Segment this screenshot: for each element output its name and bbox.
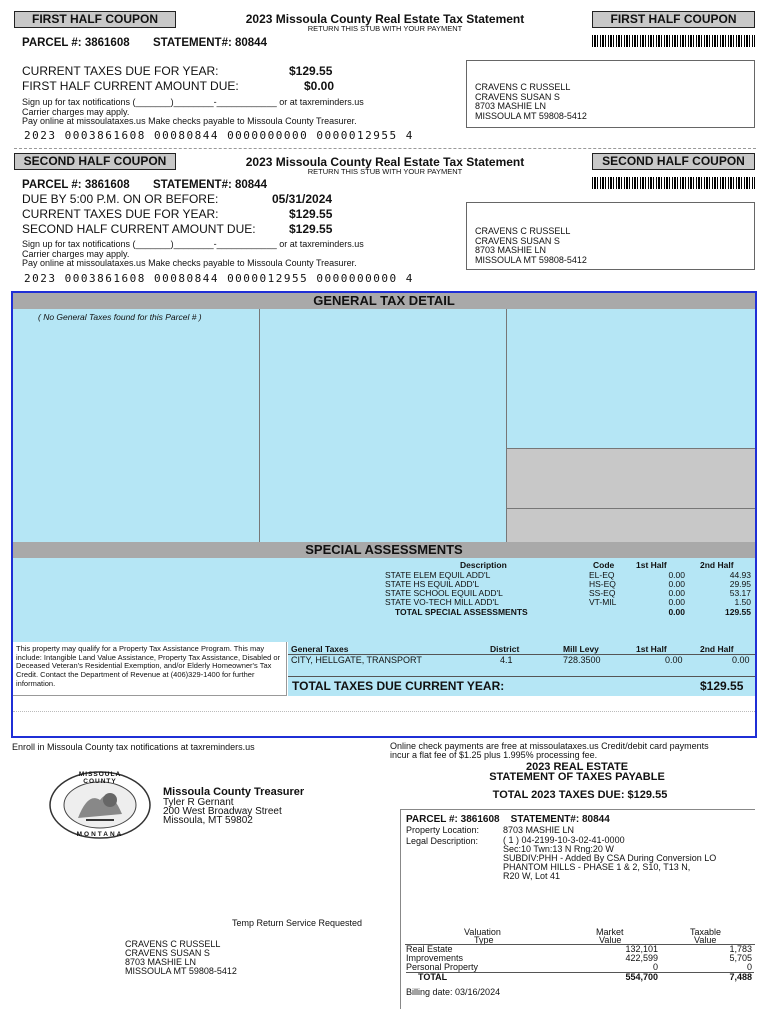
legal-description [503, 836, 716, 881]
valuation-header-1: Valuation [464, 927, 501, 937]
coupon1-title: 2023 Missoula County Real Estate Tax Statement [245, 12, 525, 26]
special-2nd: 1.50 [734, 597, 751, 607]
coupon2-due-label: DUE BY 5:00 P.M. ON OR BEFORE: [22, 192, 219, 206]
coupon1-address-box [466, 60, 755, 128]
coupon2-row2-label: SECOND HALF CURRENT AMOUNT DUE: [22, 222, 256, 236]
coupon1-row1-value: $129.55 [289, 64, 333, 78]
gentax-row-district: 4.1 [500, 655, 513, 665]
coupon1-parcel: PARCEL #: 3861608 [22, 37, 130, 49]
seal-text-bottom: MONTANA [76, 831, 124, 838]
special-desc: STATE SCHOOL EQUIL ADD'L [385, 588, 503, 598]
coupon2-due-value: 05/31/2024 [272, 192, 333, 206]
valuation-taxable: 0 [746, 962, 752, 972]
special-2nd: 44.93 [729, 570, 751, 580]
coupon2-row1-value: $129.55 [289, 207, 333, 221]
coupon1-barcode [592, 35, 755, 47]
treasurer-street: 200 West Broadway Street [163, 806, 282, 817]
legal-line: PHANTOM HILLS - PHASE 1 & 2, S10, T13 N, [503, 862, 691, 872]
total-due: TOTAL 2023 TAXES DUE: $129.55 [492, 789, 668, 801]
temp-return: Temp Return Service Requested [232, 918, 363, 928]
total-current-value: $129.55 [700, 679, 744, 693]
valuation-type: Personal Property [406, 962, 479, 972]
general-col-1 [13, 309, 260, 542]
general-none-note: ( No General Taxes found for this Parcel # ) [38, 312, 202, 322]
special-2nd: 53.17 [729, 588, 751, 598]
gentax-row-1st: 0.00 [665, 655, 683, 665]
coupon1-addr-line: MISSOULA MT 59808-5412 [475, 110, 587, 121]
legal-line: ( 1 ) 04-2199-10-3-02-41-0000 [503, 835, 625, 845]
coupon1-subtitle: RETURN THIS STUB WITH YOUR PAYMENT [307, 24, 463, 33]
valuation-market: 422,599 [625, 953, 658, 963]
gentax-header-name: General Taxes [291, 644, 349, 654]
taxable-header-1: Taxable [690, 927, 722, 937]
online-note-1: Online check payments are free at missoulataxes.us Credit/debit card payments [390, 741, 709, 751]
enroll-note: Enroll in Missoula County tax notifications at taxreminders.us [12, 742, 255, 752]
special-code: EL-EQ [589, 570, 615, 580]
special-1st: 0.00 [668, 579, 685, 589]
coupon2-subtitle: RETURN THIS STUB WITH YOUR PAYMENT [307, 167, 463, 176]
special-1st: 0.00 [668, 597, 685, 607]
coupon2-title: 2023 Missoula County Real Estate Tax Statement [245, 155, 525, 169]
special-total-label: TOTAL SPECIAL ASSESSMENTS [395, 607, 528, 617]
coupon2-addr-line: CRAVENS C RUSSELL [475, 226, 571, 236]
gentax-row-2nd: 0.00 [732, 655, 750, 665]
property-location-label: Property Location: [406, 825, 480, 835]
gentax-header-district: District [490, 644, 520, 654]
general-grey-block-2 [507, 509, 755, 542]
coupon2-addr-line: CRAVENS SUSAN S [475, 235, 560, 246]
second-half-tab-right: SECOND HALF COUPON [592, 153, 755, 170]
valuation-market: 132,101 [625, 944, 658, 954]
special-row [385, 571, 753, 618]
parcel-box-header: PARCEL #: 3861608 STATEMENT#: 80844 [406, 814, 610, 825]
valuation-type: Real Estate [406, 944, 453, 954]
general-grey-block-1 [507, 449, 755, 509]
county-seal-icon [48, 770, 152, 840]
statement-title-2: STATEMENT OF TAXES PAYABLE [489, 771, 665, 783]
valuation-header-2: Type [474, 935, 494, 945]
treasurer-name: Tyler R Gernant [163, 797, 234, 808]
special-header-2nd: 2nd Half [700, 560, 734, 570]
second-half-tab-left: SECOND HALF COUPON [14, 153, 176, 170]
coupon1-note2: Carrier charges may apply. [22, 107, 130, 117]
valuation-type: Improvements [406, 953, 464, 963]
property-location-value: 8703 MASHIE LN [503, 825, 575, 835]
valuation-total-label: TOTAL [418, 972, 448, 982]
special-2nd: 29.95 [729, 579, 751, 589]
valuation-taxable: 5,705 [729, 953, 752, 963]
coupon2-ocr-line: 2023 0003861608 00080844 0000012955 0000000000 4 [24, 272, 414, 285]
coupon1-addr-line: CRAVENS C RUSSELL [475, 82, 571, 92]
special-desc: STATE HS EQUIL ADD'L [385, 579, 480, 589]
valuation-total-taxable: 7,488 [729, 972, 752, 982]
mail-addr-line: CRAVENS SUSAN S [125, 948, 210, 958]
special-code: HS-EQ [589, 579, 616, 589]
special-1st: 0.00 [668, 570, 685, 580]
gentax-row-name: CITY, HELLGATE, TRANSPORT [291, 655, 422, 665]
special-desc: STATE VO-TECH MILL ADD'L [385, 597, 499, 607]
coupon2-note1: Sign up for tax notifications (_______)________-____________ or at taxreminders.us [22, 239, 364, 249]
assist-note: This property may qualify for a Property Tax Assistance Program. This may include: Intangible Land Value Assistance, Property Tax Assistance, Disabled or Deceased Veteran's Residential Exemption, and/or Elderly Homeowner's Tax Credit. Contact the Department of Revenue at (406)329-1400 for further information. [16, 644, 281, 688]
coupon1-addr-line: CRAVENS SUSAN S [475, 91, 560, 102]
coupon1-row2-value: $0.00 [304, 79, 335, 93]
coupon1-note1: Sign up for tax notifications (_______)________-____________ or at taxreminders.us [22, 97, 364, 107]
gentax-header-mill: Mill Levy [563, 644, 599, 654]
coupon2-address-box [466, 202, 755, 270]
coupon-separator [14, 148, 756, 149]
valuation-market: 0 [652, 962, 658, 972]
coupon2-row1-label: CURRENT TAXES DUE FOR YEAR: [22, 207, 219, 221]
seal-text-top: MISSOULA COUNTY [78, 771, 122, 785]
valuation-total-market: 554,700 [625, 972, 658, 982]
online-note-2: incur a flat fee of $1.25 plus 1.995% processing fee. [390, 750, 598, 760]
general-col-3 [507, 309, 755, 449]
coupon1-row2-label: FIRST HALF CURRENT AMOUNT DUE: [22, 79, 239, 93]
coupon1-note3: Pay online at missoulataxes.us Make checks payable to Missoula County Treasurer. [22, 116, 357, 126]
legal-description-label: Legal Description: [406, 836, 479, 846]
special-header-code: Code [593, 560, 615, 570]
mail-addr-line: MISSOULA MT 59808-5412 [125, 966, 237, 976]
coupon1-row1-label: CURRENT TAXES DUE FOR YEAR: [22, 64, 219, 78]
special-total-2nd: 129.55 [725, 607, 751, 617]
treasurer-city: Missoula, MT 59802 [163, 815, 253, 826]
general-tax-title: GENERAL TAX DETAIL [13, 293, 755, 309]
coupon1-addr-line: 8703 MASHIE LN [475, 101, 547, 111]
legal-line: SUBDIV:PHH - Added By CSA During Conversion LO [503, 853, 717, 863]
total-current-label: TOTAL TAXES DUE CURRENT YEAR: [292, 679, 505, 693]
special-title: SPECIAL ASSESSMENTS [13, 542, 755, 558]
legal-line: Sec:10 Twn:13 N Rng:20 W [503, 844, 614, 854]
special-code: VT-MIL [589, 597, 617, 607]
detail-bottom-rule [13, 711, 755, 712]
special-header-description: Description [460, 560, 507, 570]
general-col-2 [260, 309, 507, 542]
treasurer-title: Missoula County Treasurer [163, 786, 305, 798]
special-1st: 0.00 [668, 588, 685, 598]
coupon1-statement: STATEMENT#: 80844 [153, 37, 267, 49]
mail-address [125, 940, 237, 976]
coupon2-note2: Carrier charges may apply. [22, 249, 130, 259]
taxable-header-2: Value [694, 935, 717, 945]
special-code: SS-EQ [589, 588, 616, 598]
valuation-rows [406, 945, 754, 982]
statement-title-1: 2023 REAL ESTATE [525, 761, 629, 773]
market-header-1: Market [596, 927, 624, 937]
mail-addr-line: 8703 MASHIE LN [125, 957, 197, 967]
mail-addr-line: CRAVENS C RUSSELL [125, 939, 221, 949]
coupon2-barcode [592, 177, 755, 189]
first-half-tab-left: FIRST HALF COUPON [14, 11, 176, 28]
coupon2-addr-line: MISSOULA MT 59808-5412 [475, 254, 587, 265]
special-total-1st: 0.00 [668, 607, 685, 617]
first-half-tab-right: FIRST HALF COUPON [592, 11, 755, 28]
coupon2-note3: Pay online at missoulataxes.us Make checks payable to Missoula County Treasurer. [22, 258, 357, 268]
billing-date: Billing date: 03/16/2024 [406, 987, 501, 997]
coupon2-row2-value: $129.55 [289, 222, 333, 236]
coupon2-statement: STATEMENT#: 80844 [153, 179, 267, 191]
gentax-header-1st: 1st Half [636, 644, 667, 654]
gentax-row-mill: 728.3500 [563, 655, 601, 665]
gentax-header-2nd: 2nd Half [700, 644, 734, 654]
special-header-1st: 1st Half [636, 560, 667, 570]
valuation-taxable: 1,783 [729, 944, 752, 954]
coupon2-parcel: PARCEL #: 3861608 [22, 179, 130, 191]
market-header-2: Value [599, 935, 622, 945]
coupon1-ocr-line: 2023 0003861608 00080844 0000000000 0000012955 4 [24, 129, 414, 142]
legal-line: R20 W, Lot 41 [503, 871, 561, 881]
coupon2-addr-line: 8703 MASHIE LN [475, 245, 547, 255]
special-desc: STATE ELEM EQUIL ADD'L [385, 570, 491, 580]
